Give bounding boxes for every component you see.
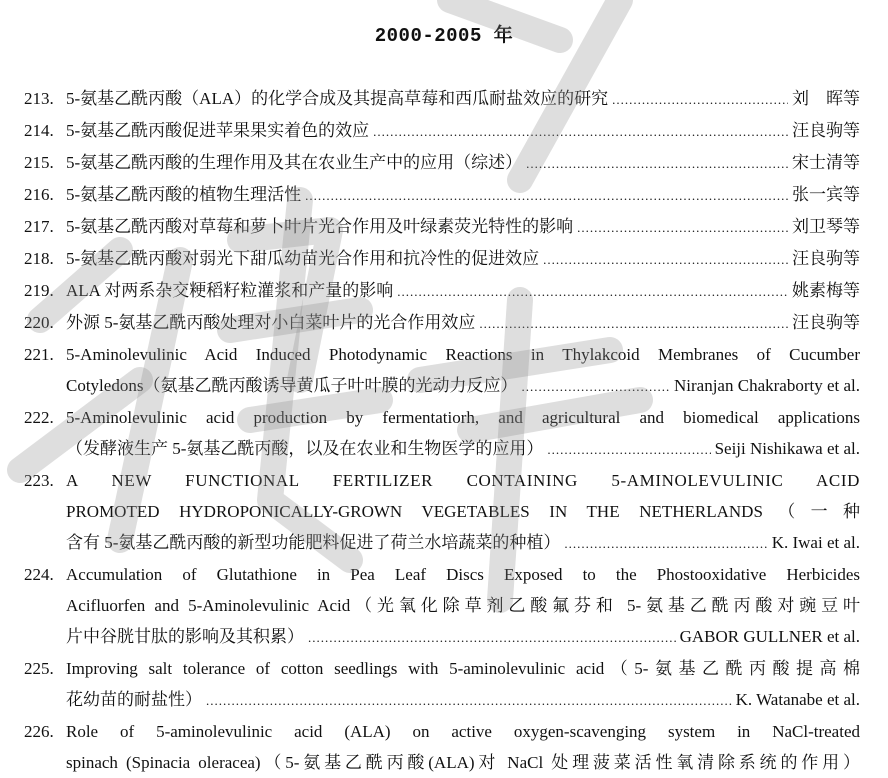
reference-entry-224 <box>24 559 860 653</box>
entry-title: 外源 5-氨基乙酰丙酸处理对小白菜叶片的光合作用效应 <box>66 313 476 332</box>
entry-number: 213. <box>24 89 54 108</box>
entry-number: 226. <box>24 722 54 741</box>
leader-dots <box>547 434 710 465</box>
reference-entry-219 <box>24 275 860 307</box>
entry-number: 219. <box>24 281 54 300</box>
entry-number: 220. <box>24 313 54 332</box>
entry-author: K. Watanabe et al. <box>735 690 860 709</box>
entry-title-line: 花幼苗的耐盐性） <box>66 690 202 709</box>
entry-author: Niranjan Chakraborty et al. <box>674 376 860 395</box>
entry-title-line: Cotyledons（氨基乙酰丙酸诱导黄瓜子叶叶膜的光动力反应） <box>66 376 518 395</box>
entry-title: 5-氨基乙酰丙酸对草莓和萝卜叶片光合作用及叶绿素荧光特性的影响 <box>66 217 574 236</box>
reference-entry-215 <box>24 147 860 179</box>
entry-title-line: 5-Aminolevulinic acid production by fermentatiorh, and agricultural and biomedical applications <box>66 408 860 427</box>
entry-author: 汪良驹等 <box>792 313 860 332</box>
entry-author: 张一宾等 <box>792 185 860 204</box>
entry-author: GABOR GULLNER et al. <box>679 627 860 646</box>
entry-number: 218. <box>24 249 54 268</box>
reference-entry-216 <box>24 179 860 211</box>
entry-title-line: PROMOTED HYDROPONICALLY-GROWN VEGETABLES IN THE NETHERLANDS（一种 <box>66 502 860 521</box>
entry-title-line: Accumulation of Glutathione in Pea Leaf Discs Exposed to the Phostooxidative Herbicides <box>66 565 860 584</box>
reference-entry-217 <box>24 211 860 243</box>
leader-dots <box>612 84 788 115</box>
leader-dots <box>308 622 676 653</box>
entry-title-line: Improving salt tolerance of cotton seedlings with 5-aminolevulinic acid（5-氨基乙酰丙酸提高棉 <box>66 659 860 678</box>
leader-dots <box>577 212 788 243</box>
entry-title-line: A NEW FUNCTIONAL FERTILIZER CONTAINING 5-AMINOLEVULINIC ACID <box>66 471 860 490</box>
entry-title: 5-氨基乙酰丙酸对弱光下甜瓜幼苗光合作用和抗冷性的促进效应 <box>66 249 540 268</box>
entry-number: 224. <box>24 565 54 584</box>
entry-author: 汪良驹等 <box>792 121 860 140</box>
entry-title-line: 5-Aminolevulinic Acid Induced Photodynamic Reactions in Thylakcoid Membranes of Cucumber <box>66 345 860 364</box>
entry-number: 217. <box>24 217 54 236</box>
entry-author: 宋士清等 <box>792 153 860 172</box>
entry-author: 汪良驹等 <box>792 249 860 268</box>
entry-author: 姚素梅等 <box>792 281 860 300</box>
entry-author: 刘 晖等 <box>792 89 860 108</box>
entry-number: 214. <box>24 121 54 140</box>
reference-entry-226 <box>24 716 860 778</box>
leader-dots <box>373 116 788 147</box>
entry-title: 5-氨基乙酰丙酸的植物生理活性 <box>66 185 302 204</box>
entry-number: 222. <box>24 408 54 427</box>
entry-number: 221. <box>24 345 54 364</box>
entry-author: Seiji Nishikawa et al. <box>714 439 860 458</box>
entry-title: 5-氨基乙酰丙酸的生理作用及其在农业生产中的应用（综述） <box>66 153 523 172</box>
page-title: 2000-2005 年 <box>374 25 514 47</box>
reference-entry-218 <box>24 243 860 275</box>
entry-number: 216. <box>24 185 54 204</box>
leader-dots <box>521 371 670 402</box>
reference-entry-213 <box>24 83 860 115</box>
reference-entry-221 <box>24 339 860 402</box>
entry-title: ALA 对两系杂交粳稻籽粒灌浆和产量的影响 <box>66 281 394 300</box>
entry-title-line: Role of 5-aminolevulinic acid (ALA) on active oxygen-scavenging system in NaCl-treated <box>66 722 860 741</box>
reference-entry-222 <box>24 402 860 465</box>
reference-entry-225 <box>24 653 860 716</box>
entry-number: 223. <box>24 471 54 490</box>
leader-dots <box>397 276 788 307</box>
reference-entry-223 <box>24 465 860 559</box>
leader-dots <box>564 528 767 559</box>
leader-dots <box>206 685 732 716</box>
entry-title-line: spinach (Spinacia oleracea)（5-氨基乙酰丙酸(ALA)对 NaCl 处理菠菜活性氧清除系统的作用） <box>66 753 860 772</box>
entry-number: 215. <box>24 153 54 172</box>
leader-dots <box>543 244 788 275</box>
entry-title-line: 片中谷胱甘肽的影响及其积累） <box>66 627 304 646</box>
entry-title-line: （发酵液生产 5-氨基乙酰丙酸，以及在农业和生物医学的应用） <box>66 439 544 458</box>
entry-author: 刘卫琴等 <box>792 217 860 236</box>
reference-entry-220 <box>24 307 860 339</box>
entry-title-line: Acifluorfen and 5-Aminolevulinic Acid（光氧化除草剂乙酸氟芬和 5-氨基乙酰丙酸对豌豆叶 <box>66 596 860 615</box>
reference-list <box>24 83 860 778</box>
leader-dots <box>526 148 788 179</box>
entry-number: 225. <box>24 659 54 678</box>
entry-title: 5-氨基乙酰丙酸（ALA）的化学合成及其提高草莓和西瓜耐盐效应的研究 <box>66 89 609 108</box>
reference-entry-214 <box>24 115 860 147</box>
entry-author: K. Iwai et al. <box>771 533 860 552</box>
entry-title: 5-氨基乙酰丙酸促进苹果果实着色的效应 <box>66 121 370 140</box>
leader-dots <box>305 180 788 211</box>
leader-dots <box>479 308 788 339</box>
entry-title-line: 含有 5-氨基乙酰丙酸的新型功能肥料促进了荷兰水培蔬菜的种植） <box>66 533 561 552</box>
